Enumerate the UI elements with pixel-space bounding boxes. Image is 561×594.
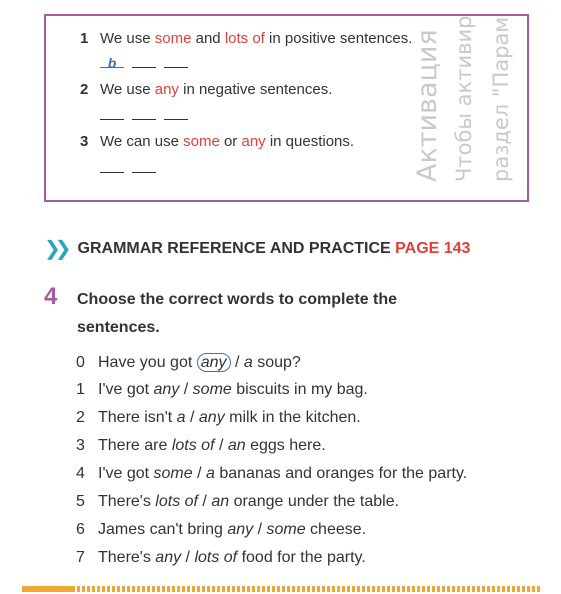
option-separator: / (185, 409, 199, 426)
rule-text: We can use (100, 133, 184, 150)
item-text: soup? (252, 354, 301, 371)
option-selected[interactable]: any (197, 353, 231, 372)
option-separator: / (214, 437, 228, 454)
rule-3 (80, 133, 354, 150)
double-chevron-icon: ❯❯ (44, 238, 66, 260)
item-text: I've got (98, 465, 154, 482)
item-number: 3 (76, 437, 85, 454)
rule-text: We use (100, 81, 155, 98)
option-a[interactable]: some (153, 465, 193, 482)
item-text: food for the party. (237, 549, 366, 566)
rule-1 (80, 30, 412, 47)
answer-blank[interactable]: b (100, 55, 124, 68)
answer-blank[interactable] (164, 55, 188, 68)
option-separator: / (253, 521, 267, 538)
item-text: Have you got (98, 354, 197, 371)
rule-highlight: some (183, 133, 220, 150)
option-separator: / (192, 465, 206, 482)
rule-text: and (191, 30, 225, 47)
item-text: milk in the kitchen. (224, 409, 361, 426)
item-text: There's (98, 549, 156, 566)
exercise-item-7 (76, 549, 366, 567)
option-b[interactable]: a (206, 465, 215, 482)
rule-number: 2 (80, 81, 89, 98)
answer-blanks-2 (100, 104, 196, 120)
option-b[interactable]: any (198, 409, 225, 426)
exercise-item-6 (76, 521, 366, 539)
rule-highlight: any (154, 81, 179, 98)
reference-label: GRAMMAR REFERENCE AND PRACTICE (77, 240, 391, 257)
option-b[interactable]: lots of (194, 549, 238, 566)
item-number: 4 (76, 465, 85, 482)
item-text: There's (98, 493, 156, 510)
item-text: There are (98, 437, 172, 454)
grammar-reference-heading[interactable] (44, 236, 470, 261)
rule-highlight: some (154, 30, 192, 47)
answer-blank[interactable] (132, 107, 156, 120)
option-b[interactable]: an (211, 493, 230, 510)
rule-number: 1 (80, 30, 89, 47)
answer-blank[interactable] (132, 160, 156, 173)
option-b[interactable]: an (227, 437, 246, 454)
option-a[interactable]: any (227, 521, 254, 538)
option-b[interactable]: a (243, 354, 253, 371)
item-number: 2 (76, 409, 85, 426)
answer-blank[interactable] (164, 107, 188, 120)
rule-highlight: lots of (224, 30, 265, 47)
rule-text: in positive sentences. (264, 30, 413, 47)
item-number: 5 (76, 493, 85, 510)
watermark-line-3: раздел "Парам (489, 16, 513, 182)
option-a[interactable]: lots of (171, 437, 215, 454)
item-number: 6 (76, 521, 85, 538)
rule-text: or (219, 133, 242, 150)
item-number: 1 (76, 381, 85, 398)
rule-number: 3 (80, 133, 89, 150)
reference-page-link[interactable]: PAGE 143 (395, 240, 471, 257)
rule-highlight: any (241, 133, 266, 150)
exercise-number: 4 (44, 283, 58, 310)
answer-blank[interactable] (100, 160, 124, 173)
option-a[interactable]: a (176, 409, 186, 426)
exercise-item-4 (76, 465, 467, 483)
option-a[interactable]: any (155, 549, 182, 566)
watermark-line-2: Чтобы активир (452, 15, 476, 182)
exercise-item-0 (76, 354, 301, 372)
exercise-item-3 (76, 437, 326, 455)
item-text: bananas and oranges for the party. (214, 465, 468, 482)
rule-text: We use (100, 30, 155, 47)
item-number: 7 (76, 549, 85, 566)
rule-text: in negative sentences. (178, 81, 333, 98)
answer-blanks-3 (100, 157, 164, 173)
answer-blanks-1 (100, 52, 196, 71)
item-text: There isn't (98, 409, 177, 426)
rule-text: in questions. (265, 133, 355, 150)
watermark-line-1: Активация (412, 29, 443, 182)
item-text: biscuits in my bag. (231, 381, 368, 398)
option-b[interactable]: some (266, 521, 306, 538)
exercise-item-5 (76, 493, 399, 511)
exercise-instruction: Choose the correct words to complete the sentences. (77, 291, 398, 336)
item-text: cheese. (305, 521, 367, 538)
option-separator: / (181, 549, 195, 566)
option-a[interactable]: lots of (155, 493, 198, 510)
option-separator: / (197, 493, 212, 510)
item-text: eggs here. (245, 437, 326, 454)
answer-blank[interactable] (132, 55, 156, 68)
rule-2 (80, 81, 332, 98)
option-a[interactable]: any (153, 381, 180, 398)
exercise-item-2 (76, 409, 361, 427)
item-text: orange under the table. (229, 493, 400, 510)
item-text: James can't bring (98, 521, 228, 538)
option-b[interactable]: some (192, 381, 232, 398)
footer-dotted-rule (22, 586, 542, 592)
option-separator: / (179, 381, 193, 398)
exercise-item-1 (76, 381, 368, 399)
answer-blank[interactable] (100, 107, 124, 120)
item-text: I've got (98, 381, 154, 398)
option-separator: / (230, 354, 244, 371)
item-number: 0 (76, 354, 85, 371)
